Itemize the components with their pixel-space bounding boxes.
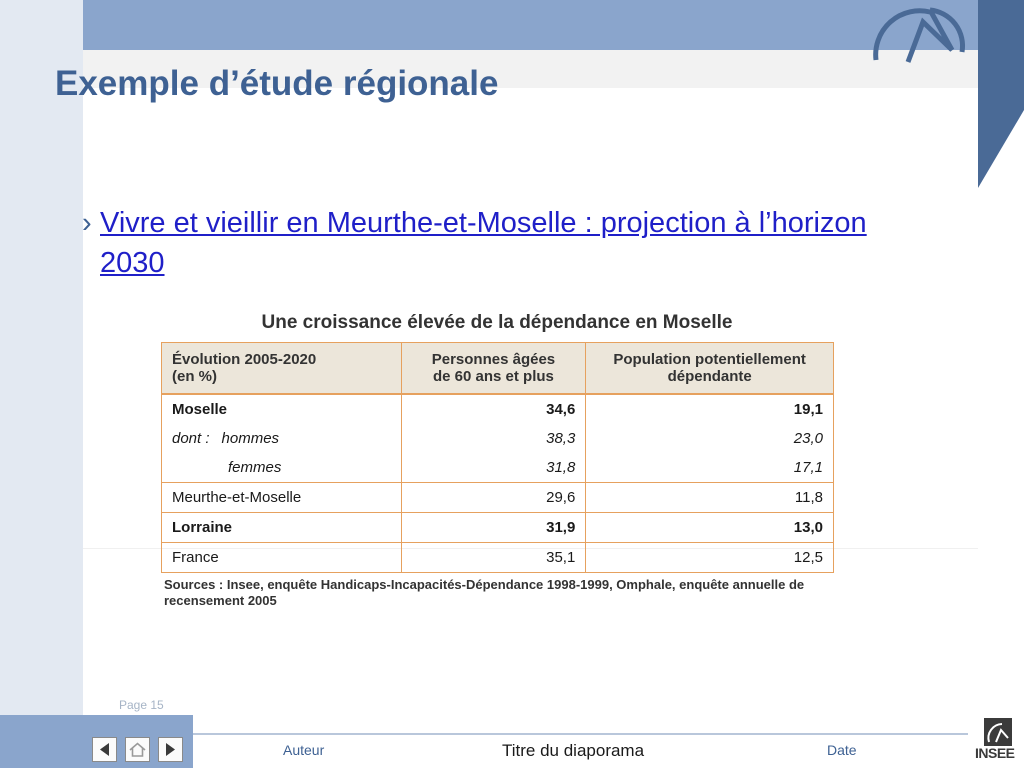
table-title: Une croissance élevée de la dépendance en Moselle	[261, 312, 733, 333]
row-label: Lorraine	[162, 513, 402, 543]
cell-value: 38,3	[401, 424, 586, 453]
cell-value: 17,1	[586, 453, 834, 483]
slide-title: Exemple d’étude régionale	[55, 64, 499, 103]
row-label: Meurthe-et-Moselle	[162, 483, 402, 513]
header-evolution: Évolution 2005-2020 (en %)	[162, 343, 402, 395]
top-decor-band	[83, 0, 978, 50]
table-sources-note: Sources : Insee, enquête Handicaps-Incapacités-Dépendance 1998-1999, Omphale, enquête annuelle de recensement 2005	[164, 577, 805, 608]
table-row	[162, 483, 834, 513]
table-header-row	[162, 343, 834, 395]
table-row	[162, 394, 834, 424]
study-link[interactable]: Vivre et vieillir en Meurthe-et-Moselle : projection à l’horizon 2030	[100, 207, 867, 279]
row-label: Moselle	[162, 394, 402, 424]
cell-value: 31,8	[401, 453, 586, 483]
header-population-dependante: Population potentiellement dépendante	[586, 343, 834, 395]
home-slide-button[interactable]	[125, 737, 150, 762]
cell-value: 19,1	[586, 394, 834, 424]
bullet-chevron-icon: ›	[82, 207, 92, 239]
home-icon	[129, 742, 146, 757]
cell-value: 34,6	[401, 394, 586, 424]
table-row	[162, 424, 834, 453]
row-label: France	[162, 543, 402, 573]
insee-logo-icon	[984, 718, 1012, 746]
footer-author: Auteur	[283, 742, 325, 758]
cell-value: 23,0	[586, 424, 834, 453]
cell-value: 13,0	[586, 513, 834, 543]
cell-value: 35,1	[401, 543, 586, 573]
page-number: Page 15	[119, 698, 164, 712]
next-slide-button[interactable]	[158, 737, 183, 762]
prev-slide-button[interactable]	[92, 737, 117, 762]
footer-date: Date	[827, 742, 857, 758]
arrow-left-icon	[98, 742, 111, 757]
header-personnes-agees: Personnes âgées de 60 ans et plus	[401, 343, 586, 395]
insee-logo-text: INSEE	[975, 745, 1015, 761]
table-row	[162, 513, 834, 543]
right-decor-band	[978, 0, 1024, 110]
footer-presentation-title: Titre du diaporama	[502, 741, 645, 760]
row-label: dont : hommes	[162, 424, 402, 453]
logo-arc-icon	[868, 2, 968, 68]
row-label: femmes	[162, 453, 402, 483]
arrow-right-icon	[164, 742, 177, 757]
cell-value: 29,6	[401, 483, 586, 513]
cell-value: 31,9	[401, 513, 586, 543]
right-decor-triangle	[978, 110, 1024, 188]
footer-divider	[193, 733, 968, 735]
cell-value: 12,5	[586, 543, 834, 573]
cell-value: 11,8	[586, 483, 834, 513]
table-row	[162, 543, 834, 573]
data-table	[161, 342, 834, 573]
left-decor-band	[0, 0, 83, 715]
table-row	[162, 453, 834, 483]
